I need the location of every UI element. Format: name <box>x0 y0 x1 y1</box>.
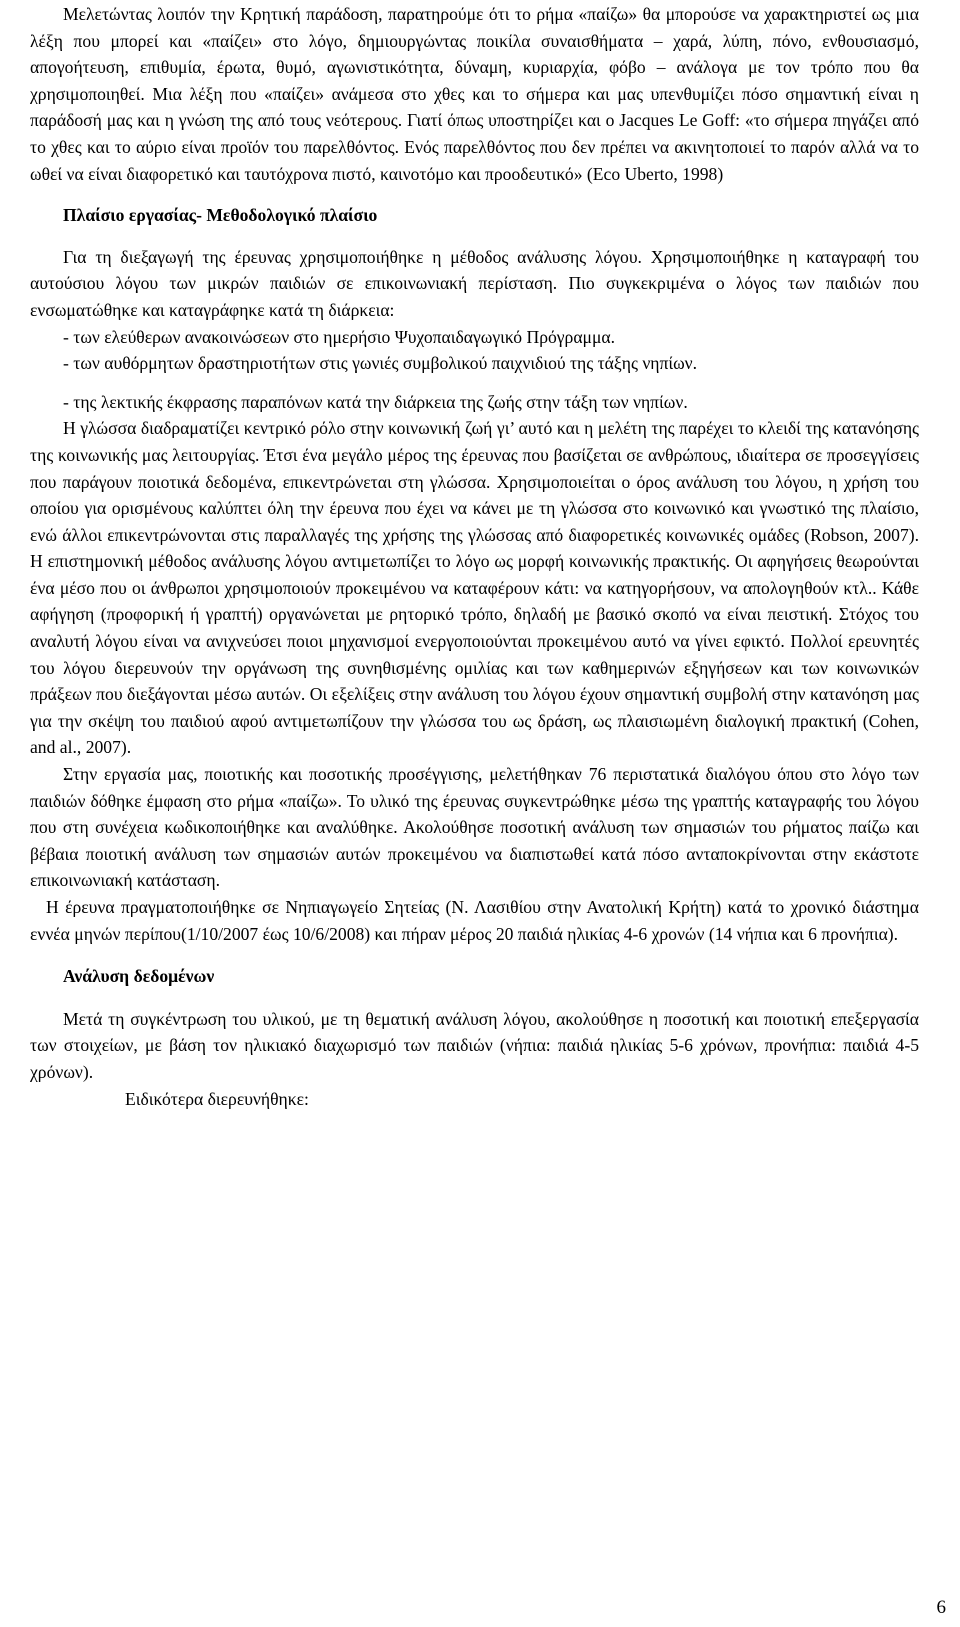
paragraph-research-cases: Στην εργασία μας, ποιοτικής και ποσοτικής προσέγγισης, μελετήθηκαν 76 περιστατικά διαλόγου όπου στο λόγο των παιδιών δόθηκε έμφαση στο ρήμα «παίζω». Το υλικό της έρευνας συγκεντρώθηκε μέσω της γραπτής καταγραφής του λόγου που στη συνέχεια κωδικοποιήθηκε και αναλύθηκε. Ακολούθησε ποσοτική ανάλυση των σημασιών του ρήματος παίζω και βέβαια ποιοτική ανάλυση των σημασιών αυτών προκειμένου να διαπιστωθεί κατά πόσο ανταποκρίνονται στην εκάστοτε επικοινωνιακή κατάσταση. <box>30 764 919 891</box>
paragraph-research-setting: Η έρευνα πραγματοποιήθηκε σε Νηπιαγωγείο Σητείας (Ν. Λασιθίου στην Ανατολική Κρήτη) κατά το χρονικό διάστημα εννέα μηνών περίπου(1/10/2007 έως 10/6/2008) και πήραν μέρος 20 παιδιά ηλικίας 4-6 χρονών (14 νήπια και 6 προνήπια). <box>30 897 919 944</box>
page-number: 6 <box>936 1597 946 1618</box>
paragraph-method: Για τη διεξαγωγή της έρευνας χρησιμοποιήθηκε η μέθοδος ανάλυσης λόγου. Χρησιμοποιήθηκε η καταγραφή του αυτούσιου λόγου των μικρών παιδιών σε επικοινωνιακή περίσταση. Πιο συγκεκριμένα ο λόγος των παιδιών που ενσωματώθηκε και καταγράφηκε κατά τη διάρκεια: <box>30 246 919 320</box>
paragraph-data-processing: Μετά τη συγκέντρωση του υλικού, με τη θεματική ανάλυση λόγου, ακολούθησε η ποσοτική και ποιοτική επεξεργασία των στοιχείων, με βάση τον ηλικιακό διαχωρισμό των παιδιών (νήπια: παιδιά ηλικίας 5-6 χρόνων, προνήπια: παιδιά 4-5 χρόνων). <box>30 1008 919 1082</box>
document-page <box>30 0 919 1112</box>
paragraph-language-role: Η γλώσσα διαδραματίζει κεντρικό ρόλο στην κοινωνική ζωή γι’ αυτό και η μελέτη της παρέχει το κλειδί της κατανόησης της κοινωνικής μας λειτουργίας. Έτσι ένα μεγάλο μέρος της έρευνας που βασίζεται σε ανθρώπους, ιδιαίτερα σε προσεγγίσεις που παράγουν ποιοτικά δεδομένα, επικεντρώνεται στη γλώσσα. Χρησιμοποιείται ο όρος ανάλυση του λόγου, η χρήση του οποίου για ορισμένους καλύπτει όλη την έρευνα που έχει να κάνει με τη γλώσσα στο κοινωνικό και γνωστικό της πλαίσιο, ενώ άλλοι επικεντρώνονται στις παραλλαγές της χρήσης της γλώσσας από διαφορετικές κοινωνικές ομάδες (Robson, 2007). Η επιστημονική μέθοδος ανάλυσης λόγου αντιμετωπίζει το λόγο ως μορφή κοινωνικής πρακτικής. Οι αφηγήσεις θεωρούνται ένα μέσο που οι άνθρωποι χρησιμοποιούν προκειμένου να καταφέρουν κάτι: να κατηγορήσουν, να απολογηθούν κτλ.. Κάθε αφήγηση (προφορική ή γραπτή) οργανώνεται με ρητορικό τρόπο, δηλαδή με βασικό σκοπό να είναι πειστική. Στόχος του αναλυτή λόγου είναι να ανιχνεύσει ποιοι μηχανισμοί ενεργοποιούνται προκειμένου αυτό να γίνει εφικτό. Πολλοί ερευνητές του λόγου διερευνούν την οργάνωση της συνηθισμένης ομιλίας και των καθημερινών εξηγήσεων και των κοινωνικών πράξεων που διεξάγονται μέσω αυτών. Οι εξελίξεις στην ανάλυση του λόγου έχουν σημαντική συμβολή στην κατανόηση μας για την σκέψη του παιδιού αφού αντιμετωπίζουν την γλώσσα του ως δράση, ως πλαισιωμένη διαλογική πρακτική (Cohen, and al., 2007). <box>30 418 919 758</box>
list-item-announcements: - των ελεύθερων ανακοινώσεων στο ημερήσιο Ψυχοπαιδαγωγικό Πρόγραμμα. <box>63 326 616 347</box>
heading-data-analysis: Ανάλυση δεδομένων <box>63 966 215 987</box>
paragraph-specifically: Ειδικότερα διερευνήθηκε: <box>125 1088 309 1109</box>
list-item-complaints: - της λεκτικής έκφρασης παραπόνων κατά την διάρκεια της ζωής στην τάξη των νηπίων. <box>63 391 688 412</box>
paragraph-cretan-tradition: Μελετώντας λοιπόν την Κρητική παράδοση, παρατηρούμε ότι το ρήμα «παίζω» θα μπορούσε να χαρακτηριστεί ως μια λέξη που μπορεί και «παίζει» στο λόγο, δημιουργώντας ποικίλα συναισθήματα – χαρά, λύπη, πόνο, ενθουσιασμό, απογοήτευση, επιθυμία, έρωτα, θυμό, αγωνιστικότητα, δύναμη, κυριαρχία, φόβο – ανάλογα με τον τρόπο που θα χρησιμοποιηθεί. Μια λέξη που «παίζει» ανάμεσα στο χθες και το σήμερα και μας υπενθυμίζει πόσο σημαντική είναι η παράδοσή μας και η γνώση της από τους νεότερους. Γιατί όπως υποστηρίζει και ο Jacques Le Goff: «το σήμερα πηγάζει από το χθες και το αύριο είναι προϊόν του παρελθόντος. Ενός παρελθόντος που δεν πρέπει να ακινητοποιεί το παρόν αλλά να το ωθεί να είναι διαφορετικό και ταυτόχρονα πιστό, καινοτόμο και προοδευτικό» (Eco Uberto, 1998) <box>30 4 919 184</box>
heading-methodology: Πλαίσιο εργασίας- Μεθοδολογικό πλαίσιο <box>63 205 378 226</box>
list-item-activities: - των αυθόρμητων δραστηριοτήτων στις γωνιές συμβολικού παιχνιδιού της τάξης νηπίων. <box>63 353 698 374</box>
